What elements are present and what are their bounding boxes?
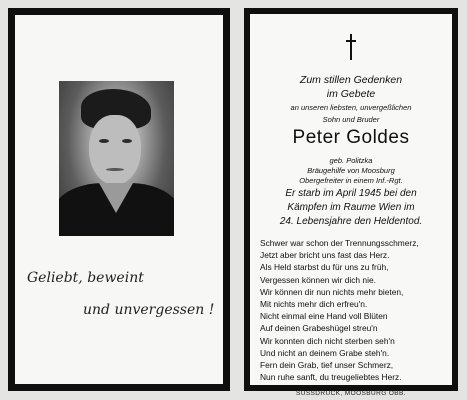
poem-line: Mit nichts mehr dich erfreu'n.	[260, 299, 368, 310]
heading-line-2: im Gebete	[326, 88, 376, 100]
script-line-2: und unvergessen !	[83, 302, 215, 318]
poem-line: Schwer war schon der Trennungsschmerz,	[260, 238, 419, 248]
left-card	[8, 8, 230, 391]
poem-line: Jetzt aber bricht uns fast das Herz.	[260, 250, 390, 261]
deceased-name: Peter Goldes	[292, 127, 410, 148]
death-line: Er starb im April 1945 bei den	[285, 188, 417, 199]
death-line: Kämpfen im Raume Wien im	[287, 202, 415, 213]
photo-face	[89, 115, 141, 185]
poem-line: Vergessen können wir dich nie.	[260, 274, 376, 285]
poem-line: Nicht einmal eine Hand voll Blüten	[260, 311, 388, 322]
photo-eye-right	[122, 139, 132, 143]
poem-line: Fern dein Grab, tief unser Schmerz,	[260, 360, 394, 371]
intro-line-2: Sohn und Bruder	[322, 115, 380, 124]
right-card-panel	[250, 14, 452, 385]
poem-line: Auf deinen Grabeshügel streu'n	[260, 323, 378, 334]
poem	[260, 237, 460, 383]
poem-line: Nun ruhe sanft, du treugeliebtes Herz.	[260, 372, 402, 383]
script-line-1: Geliebt, beweint	[27, 270, 144, 286]
death-line: 24. Lebensjahre den Heldentod.	[279, 216, 423, 227]
right-card	[244, 8, 458, 391]
poem-line: Wir konnten dich nicht sterben seh'n	[260, 335, 395, 346]
detail-line: Bräugehilfe von Moosburg	[307, 166, 395, 175]
photo-eye-left	[99, 139, 109, 143]
portrait-photo	[59, 81, 174, 236]
heading-line-1: Zum stillen Gedenken	[299, 74, 403, 86]
poem-line: Wir können dir nun nichts mehr bieten,	[260, 286, 404, 297]
photo-mouth	[106, 168, 124, 171]
detail-line: geb. Politzka	[329, 156, 373, 165]
poem-line: Als Held starbst du für uns zu früh,	[260, 262, 389, 273]
detail-line: Obergefreiter in einem Inf.-Rgt.	[299, 176, 403, 185]
left-card-panel	[15, 15, 223, 384]
poem-line: Und nicht an deinem Grabe steh'n.	[260, 347, 390, 358]
printer-imprint: SÜSSDRUCK, MOOSBURG OBB.	[295, 390, 406, 397]
cross-icon	[346, 34, 356, 60]
intro-line-1: an unseren liebsten, unvergeßlichen	[290, 103, 412, 112]
